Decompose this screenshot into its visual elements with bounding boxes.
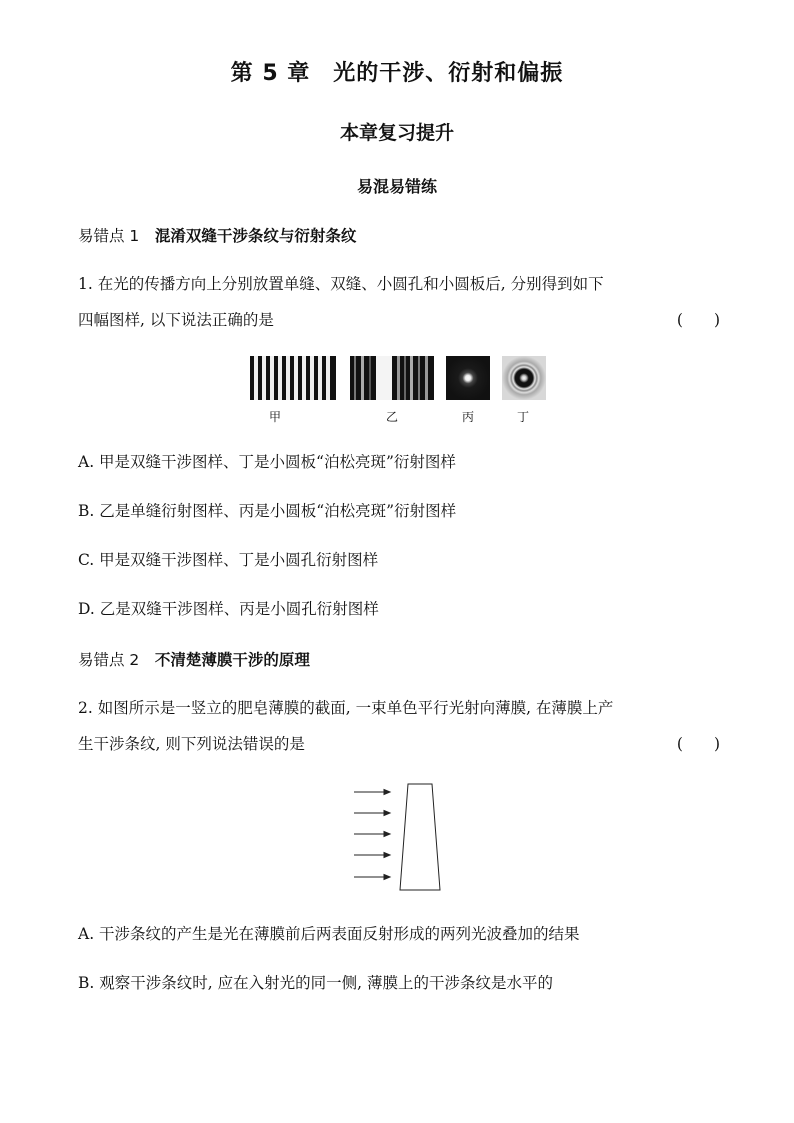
pattern-yi (350, 356, 434, 400)
question-1-option-b: B. 乙是单缝衍射图样、丙是小圆板“泊松亮斑”衍射图样 (78, 502, 457, 520)
question-1-option-a: A. 甲是双缝干涉图样、丁是小圆板“泊松亮斑”衍射图样 (78, 453, 456, 471)
error-point-1 (78, 224, 356, 246)
section-heading: 易混易错练 (356, 177, 437, 196)
pattern-jia (250, 356, 336, 400)
question-2-option-a: A. 干涉条纹的产生是光在薄膜前后两表面反射形成的两列光波叠加的结果 (78, 925, 580, 943)
question-2 (78, 690, 720, 762)
question-2-option-b: B. 观察干涉条纹时, 应在入射光的同一侧, 薄膜上的干涉条纹是水平的 (78, 974, 553, 992)
error-point-2-title: 不清楚薄膜干涉的原理 (154, 651, 310, 669)
soap-film-cross-section (400, 784, 440, 890)
incident-light-rays (354, 790, 390, 880)
figure-label-ding: 丁 (516, 410, 529, 424)
error-point-2 (78, 648, 310, 670)
question-1-line2: 四幅图样, 以下说法正确的是 (78, 311, 274, 329)
diffraction-patterns-figure (248, 356, 548, 404)
question-1 (78, 266, 720, 338)
question-2-answer-paren: ( ) (676, 735, 720, 753)
pattern-bing (446, 356, 490, 400)
figure-label-jia: 甲 (268, 410, 281, 424)
error-point-1-label: 易错点 1 (78, 227, 140, 245)
question-1-line1: 1. 在光的传播方向上分别放置单缝、双缝、小圆孔和小圆板后, 分别得到如下 (78, 275, 604, 293)
soap-film-figure (352, 780, 452, 896)
page-subtitle: 本章复习提升 (339, 122, 454, 144)
figure-label-yi: 乙 (385, 410, 398, 424)
question-2-line2: 生干涉条纹, 则下列说法错误的是 (78, 735, 305, 753)
figure-label-bing: 丙 (461, 410, 474, 424)
error-point-2-label: 易错点 2 (78, 651, 140, 669)
pattern-ding (502, 356, 546, 400)
question-1-option-d: D. 乙是双缝干涉图样、丙是小圆孔衍射图样 (78, 600, 379, 618)
question-2-line1: 2. 如图所示是一竖立的肥皂薄膜的截面, 一束单色平行光射向薄膜, 在薄膜上产 (78, 699, 614, 717)
question-1-option-c: C. 甲是双缝干涉图样、丁是小圆孔衍射图样 (78, 551, 379, 569)
question-1-answer-paren: ( ) (676, 311, 720, 329)
error-point-1-title: 混淆双缝干涉条纹与衍射条纹 (154, 227, 357, 245)
chapter-title: 第 5 章 光的干涉、衍射和偏振 (230, 61, 564, 86)
